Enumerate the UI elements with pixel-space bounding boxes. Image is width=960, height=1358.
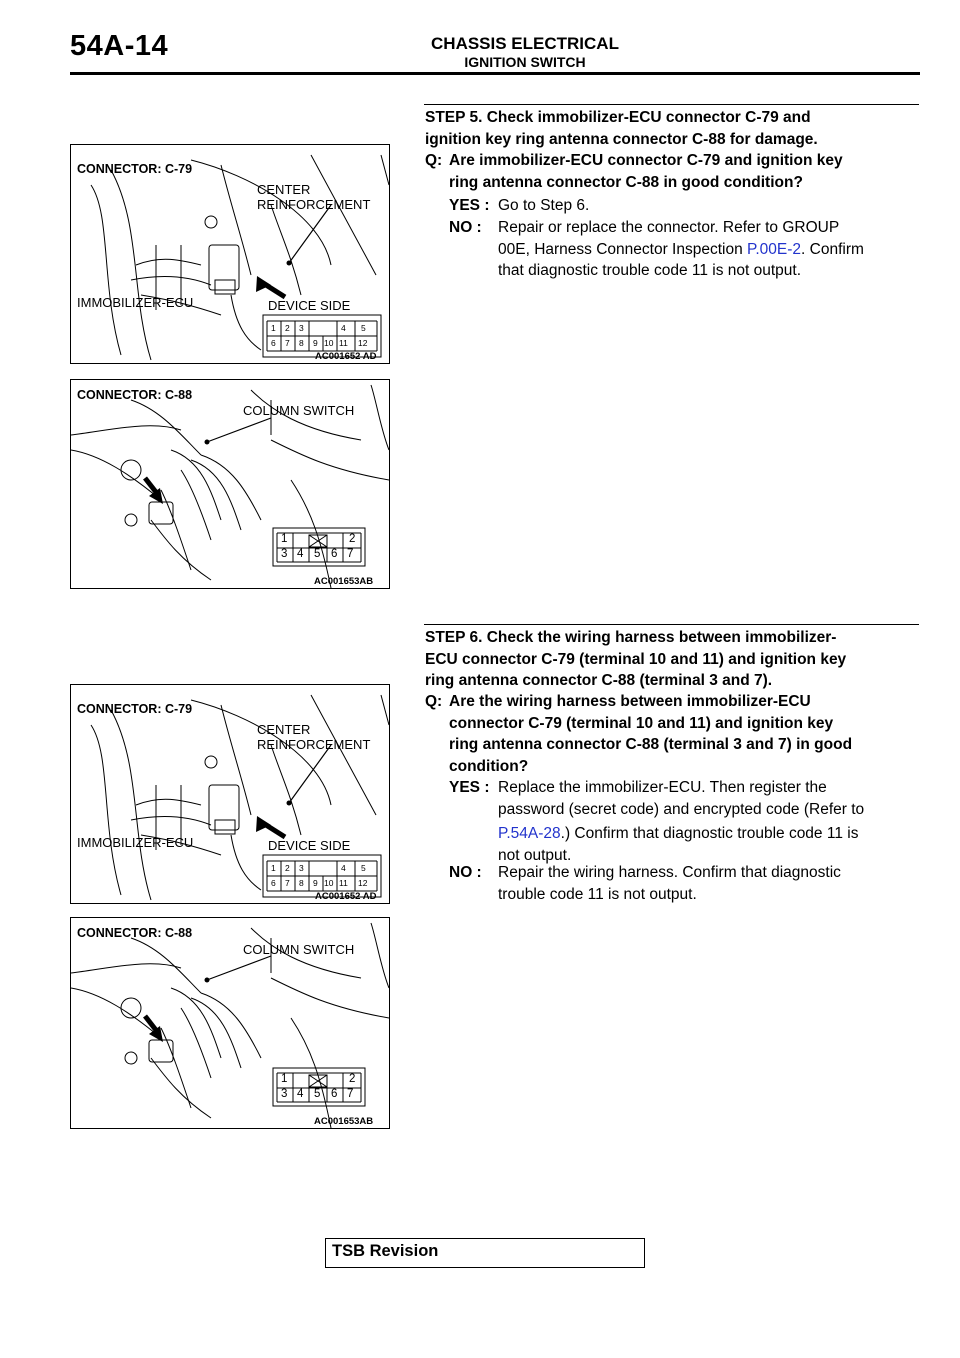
pin-label: 10 bbox=[324, 338, 334, 348]
step5-heading-line: STEP 5. Check immobilizer-ECU connector C-79 and bbox=[425, 109, 811, 126]
pin-label: 2 bbox=[349, 1073, 356, 1085]
figure-connector-c79-step5 bbox=[70, 144, 390, 364]
pin-labels bbox=[277, 1073, 361, 1103]
figure-connector-c88-step5 bbox=[70, 379, 390, 589]
pin-label: 7 bbox=[347, 1088, 354, 1100]
step6-heading-line: STEP 6. Check the wiring harness between immobilizer- bbox=[425, 629, 837, 646]
pin-label: 4 bbox=[341, 863, 346, 873]
pin-label: 5 bbox=[361, 863, 366, 873]
pin-label: 6 bbox=[271, 878, 276, 888]
pin-label: 4 bbox=[341, 323, 346, 333]
question-line: Are the wiring harness between immobilizer-ECU bbox=[449, 693, 811, 710]
pin-label: 5 bbox=[314, 548, 321, 560]
step6-question bbox=[425, 691, 920, 777]
pin-label: 8 bbox=[299, 878, 304, 888]
pin-label: 9 bbox=[313, 878, 318, 888]
pin-label: 4 bbox=[297, 548, 304, 560]
figure-code: AC001653AB bbox=[314, 576, 374, 587]
pin-label: 11 bbox=[339, 878, 348, 888]
no-text: 00E, Harness Connector Inspection bbox=[498, 240, 747, 258]
subsection-title: IGNITION SWITCH bbox=[464, 54, 586, 70]
pin-label: 3 bbox=[281, 1088, 288, 1100]
pin-label: 4 bbox=[297, 1088, 304, 1100]
pin-label: 11 bbox=[339, 338, 348, 348]
pin-label: 7 bbox=[347, 548, 354, 560]
question-label: Q: bbox=[425, 693, 443, 710]
step6-yes bbox=[449, 777, 919, 866]
step6-heading-line: ECU connector C-79 (terminal 10 and 11) and ignition key bbox=[425, 650, 847, 668]
label-column-switch: COLUMN SWITCH bbox=[243, 942, 355, 957]
pin-label: 6 bbox=[331, 548, 338, 560]
figure-code: AC001652 AD bbox=[315, 351, 377, 362]
pin-label: 8 bbox=[299, 338, 304, 348]
pin-label: 1 bbox=[271, 863, 276, 873]
tsb-revision-box bbox=[325, 1238, 645, 1268]
step5-question bbox=[425, 150, 920, 193]
pin-label: 9 bbox=[313, 338, 318, 348]
no-label: NO : bbox=[449, 219, 482, 236]
no-text: . Confirm bbox=[801, 240, 864, 258]
yes-label: YES : bbox=[449, 197, 490, 214]
yes-text: password (secret code) and encrypted code (Refer to bbox=[498, 800, 865, 818]
step6-rule bbox=[424, 624, 919, 625]
label-reinforcement: REINFORCEMENT bbox=[257, 737, 371, 752]
step6-heading-line: ring antenna connector C-88 (terminal 3 and 7). bbox=[425, 672, 773, 689]
pin-label: 1 bbox=[271, 323, 276, 333]
question-line: connector C-79 (terminal 10 and 11) and ignition key bbox=[449, 714, 834, 732]
figure-connector-c88-step6 bbox=[70, 917, 390, 1129]
question-label: Q: bbox=[425, 152, 443, 169]
figure-title: CONNECTOR: C-88 bbox=[77, 388, 193, 402]
label-immobilizer-ecu: IMMOBILIZER-ECU bbox=[77, 835, 194, 850]
section-title: CHASSIS ELECTRICAL bbox=[431, 34, 619, 53]
pin-label: 12 bbox=[358, 878, 368, 888]
yes-text: .) Confirm that diagnostic trouble code 11 is bbox=[560, 825, 859, 842]
label-center: CENTER bbox=[257, 722, 311, 737]
step5-no bbox=[449, 217, 919, 282]
pin-label: 10 bbox=[324, 878, 334, 888]
no-text: Repair the wiring harness. Confirm that diagnostic bbox=[498, 864, 841, 881]
question-line: ring antenna connector C-88 (terminal 3 and 7) in good bbox=[449, 736, 853, 753]
no-text: Repair or replace the connector. Refer to GROUP bbox=[498, 219, 840, 236]
pin-label: 2 bbox=[285, 323, 290, 333]
pin-label: 3 bbox=[299, 323, 304, 333]
step6-no bbox=[449, 862, 919, 905]
pin-label: 7 bbox=[285, 338, 290, 348]
pin-label: 7 bbox=[285, 878, 290, 888]
header-rule bbox=[70, 72, 920, 75]
figure-connector-c79-step6 bbox=[70, 684, 390, 904]
no-text: trouble code 11 is not output. bbox=[498, 885, 697, 903]
label-immobilizer-ecu: IMMOBILIZER-ECU bbox=[77, 295, 194, 310]
pin-label: 6 bbox=[271, 338, 276, 348]
step5-yes bbox=[449, 195, 919, 217]
question-line: Are immobilizer-ECU connector C-79 and ignition key bbox=[449, 152, 843, 169]
pin-label: 5 bbox=[314, 1088, 321, 1100]
figure-title: CONNECTOR: C-88 bbox=[77, 926, 193, 940]
pin-label: 3 bbox=[281, 548, 288, 560]
label-reinforcement: REINFORCEMENT bbox=[257, 197, 371, 212]
question-line: ring antenna connector C-88 in good condition? bbox=[449, 173, 803, 191]
pin-labels bbox=[277, 533, 361, 563]
pin-label: 2 bbox=[285, 863, 290, 873]
pin-label: 3 bbox=[299, 863, 304, 873]
pin-labels bbox=[267, 321, 377, 351]
step6-heading bbox=[425, 627, 920, 692]
pin-labels bbox=[267, 861, 377, 891]
pin-label: 6 bbox=[331, 1088, 338, 1100]
link-p54a-28[interactable]: P.54A-28 bbox=[498, 825, 561, 842]
figure-code: AC001652 AD bbox=[315, 891, 377, 902]
page-number: 54A-14 bbox=[70, 30, 169, 62]
yes-label: YES : bbox=[449, 779, 490, 796]
pin-label: 5 bbox=[361, 323, 366, 333]
pin-label: 2 bbox=[349, 533, 356, 545]
pin-label: 1 bbox=[281, 533, 288, 545]
no-label: NO : bbox=[449, 864, 482, 881]
step5-heading-line: ignition key ring antenna connector C-88 for damage. bbox=[425, 130, 818, 148]
figure-title: CONNECTOR: C-79 bbox=[77, 162, 193, 176]
label-device-side: DEVICE SIDE bbox=[268, 298, 351, 313]
step5-rule bbox=[424, 104, 919, 105]
step5-heading bbox=[425, 107, 920, 150]
label-device-side: DEVICE SIDE bbox=[268, 838, 351, 853]
question-line: condition? bbox=[449, 757, 529, 775]
pin-label: 1 bbox=[281, 1073, 288, 1085]
label-center: CENTER bbox=[257, 182, 311, 197]
link-p00e-2[interactable]: P.00E-2 bbox=[747, 240, 802, 258]
figure-code: AC001653AB bbox=[314, 1116, 374, 1127]
tsb-revision-label: TSB Revision bbox=[332, 1242, 439, 1260]
yes-text: not output. bbox=[498, 846, 572, 864]
figure-title: CONNECTOR: C-79 bbox=[77, 702, 193, 716]
no-text: that diagnostic trouble code 11 is not output. bbox=[498, 262, 802, 279]
yes-text: Replace the immobilizer-ECU. Then register the bbox=[498, 779, 827, 796]
yes-text: Go to Step 6. bbox=[498, 197, 590, 214]
pin-label: 12 bbox=[358, 338, 368, 348]
label-column-switch: COLUMN SWITCH bbox=[243, 403, 355, 418]
